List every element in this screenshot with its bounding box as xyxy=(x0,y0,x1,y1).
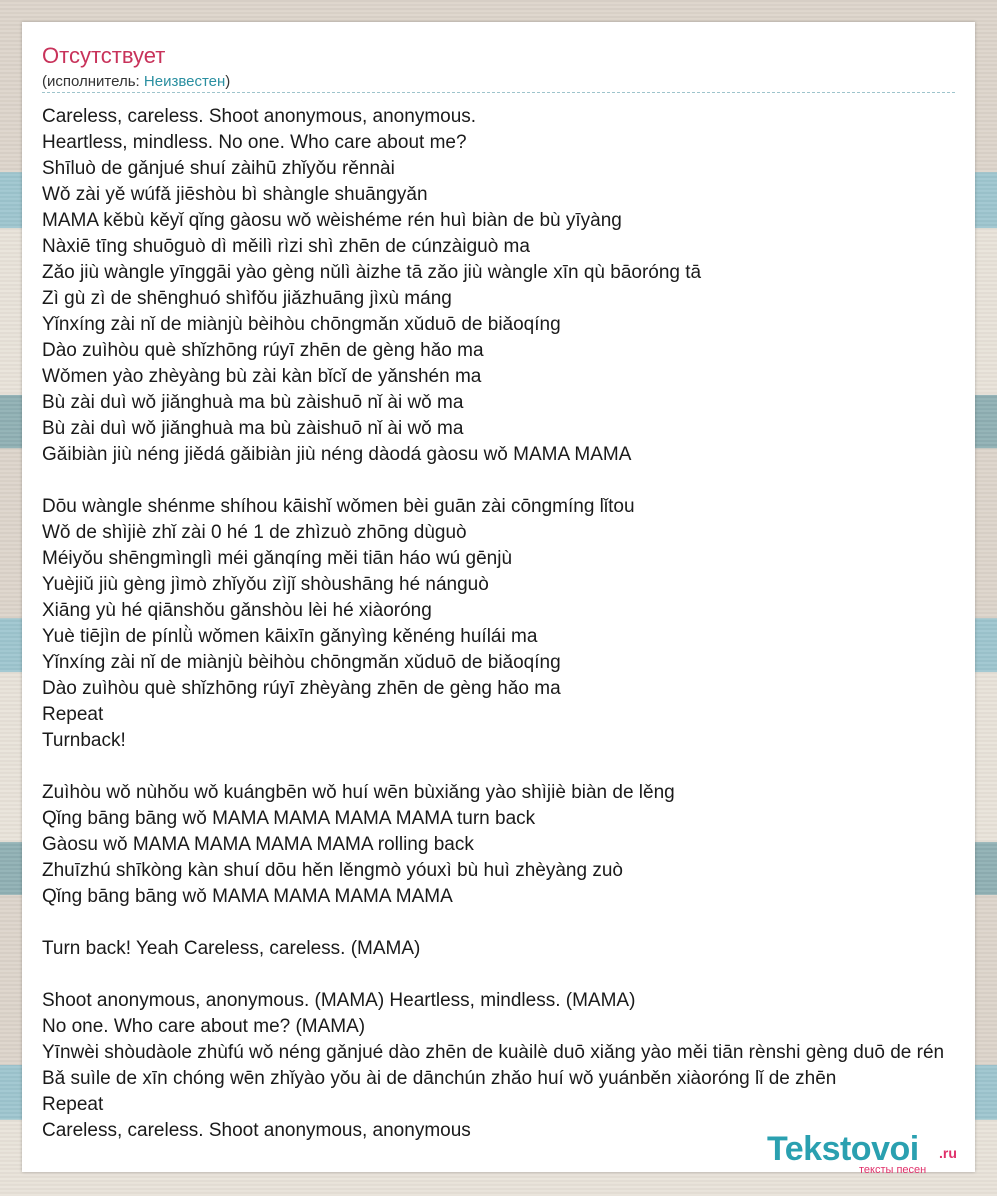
lyric-line: Yuè tiējìn de pínlǜ wǒmen kāixīn gǎnyìng kěnéng huílái ma xyxy=(42,626,538,647)
lyric-line: Dào zuìhòu què shǐzhōng rúyī zhèyàng zhēn de gèng hǎo ma xyxy=(42,678,561,699)
lyrics-page xyxy=(22,22,975,1176)
lyric-line: Wǒmen yào zhèyàng bù zài kàn bǐcǐ de yǎnshén ma xyxy=(42,366,482,387)
lyric-line: Zhuīzhú shīkòng kàn shuí dōu hěn lěngmò yóuxì bù huì zhèyàng zuò xyxy=(42,860,623,881)
lyric-line: Shīluò de gǎnjué shuí zàihū zhǐyǒu rěnnài xyxy=(42,158,395,179)
lyric-line: Bù zài duì wǒ jiǎnghuà ma bù zàishuō nǐ ài wǒ ma xyxy=(42,392,464,413)
site-logo[interactable] xyxy=(767,1129,977,1179)
lyrics-body xyxy=(42,104,997,1144)
lyric-line xyxy=(42,468,997,494)
lyric-line: No one. Who care about me? (MAMA) xyxy=(42,1016,366,1037)
lyric-line xyxy=(42,910,997,936)
lyric-line: Qǐng bāng bāng wǒ MAMA MAMA MAMA MAMA xyxy=(42,886,453,907)
lyric-line: Careless, careless. Shoot anonymous, anonymous xyxy=(42,1120,471,1141)
lyric-line: Heartless, mindless. No one. Who care about me? xyxy=(42,132,467,153)
lyric-line: Bǎ suìle de xīn chóng wēn zhǐyào yǒu ài de dānchún zhǎo huí wǒ yuánběn xiàoróng lǐ de zhēn xyxy=(42,1068,837,1089)
lyric-line: Zǎo jiù wàngle yīnggāi yào gèng nǔlì àizhe tā zǎo jiù wàngle xīn qù bāoróng tā xyxy=(42,262,702,283)
artist-link[interactable]: Неизвестен xyxy=(143,73,226,90)
lyric-line: Méiyǒu shēngmìnglì méi gǎnqíng měi tiān háo wú gēnjù xyxy=(42,548,513,569)
lyric-line: Xiāng yù hé qiānshǒu gǎnshòu lèi hé xiàoróng xyxy=(42,600,432,621)
lyric-line xyxy=(42,962,997,988)
lyric-line: Gàosu wǒ MAMA MAMA MAMA MAMA rolling back xyxy=(42,834,474,855)
lyric-line: Wǒ de shìjiè zhǐ zài 0 hé 1 de zhìzuò zhōng dùguò xyxy=(42,522,467,543)
lyric-line: Turnback! xyxy=(42,730,126,751)
lyric-line: Yǐnxíng zài nǐ de miànjù bèihòu chōngmǎn xǔduō de biǎoqíng xyxy=(42,652,561,673)
lyric-line: Turn back! Yeah Careless, careless. (MAMA) xyxy=(42,938,421,959)
lyric-line: Yuèjiǔ jiù gèng jìmò zhǐyǒu zìjǐ shòushāng hé nánguò xyxy=(42,574,489,595)
lyric-line: Nàxiē tīng shuōguò dì měilì rìzi shì zhēn de cúnzàiguò ma xyxy=(42,236,530,257)
lyric-line: Bù zài duì wǒ jiǎnghuà ma bù zàishuō nǐ ài wǒ ma xyxy=(42,418,464,439)
lyric-line: Repeat xyxy=(42,704,104,725)
artist-label: исполнитель: xyxy=(47,73,140,90)
lyric-line: Dōu wàngle shénme shíhou kāishǐ wǒmen bèi guān zài cōngmíng lǐtou xyxy=(42,496,635,517)
lyric-line: Yīnwèi shòudàole zhùfú wǒ néng gǎnjué dào zhēn de kuàilè duō xiǎng yào měi tiān rènshi gèng duō de rén xyxy=(42,1042,945,1063)
lyric-line: Dào zuìhòu què shǐzhōng rúyī zhēn de gèng hǎo ma xyxy=(42,340,484,361)
lyric-line: Repeat xyxy=(42,1094,104,1115)
lyric-line xyxy=(42,754,997,780)
lyric-line: Zuìhòu wǒ nùhǒu wǒ kuángbēn wǒ huí wēn bùxiǎng yào shìjiè biàn de lěng xyxy=(42,782,675,803)
lyric-line: Shoot anonymous, anonymous. (MAMA) Heartless, mindless. (MAMA) xyxy=(42,990,636,1011)
lyric-line: Careless, careless. Shoot anonymous, anonymous. xyxy=(42,106,477,127)
lyric-line: MAMA kěbù kěyǐ qǐng gàosu wǒ wèishéme rén huì biàn de bù yīyàng xyxy=(42,210,622,231)
lyric-line: Qǐng bāng bāng wǒ MAMA MAMA MAMA MAMA turn back xyxy=(42,808,536,829)
song-title: Отсутствует xyxy=(42,43,166,68)
lyric-line: Zì gù zì de shēnghuó shìfǒu jiǎzhuāng jìxù máng xyxy=(42,288,452,309)
artist-byline: (исполнитель: Неизвестен) xyxy=(42,73,231,90)
logo-name: Tekstovoi xyxy=(767,1130,919,1168)
logo-tagline: тексты песен xyxy=(859,1164,927,1176)
logo-tld: .ru xyxy=(939,1145,957,1161)
header-divider xyxy=(42,92,955,93)
lyric-line: Wǒ zài yě wúfǎ jiēshòu bì shàngle shuāngyǎn xyxy=(42,184,428,205)
lyric-line: Gǎibiàn jiù néng jiědá gǎibiàn jiù néng dàodá gàosu wǒ MAMA MAMA xyxy=(42,444,632,465)
lyric-line: Yǐnxíng zài nǐ de miànjù bèihòu chōngmǎn xǔduō de biǎoqíng xyxy=(42,314,561,335)
